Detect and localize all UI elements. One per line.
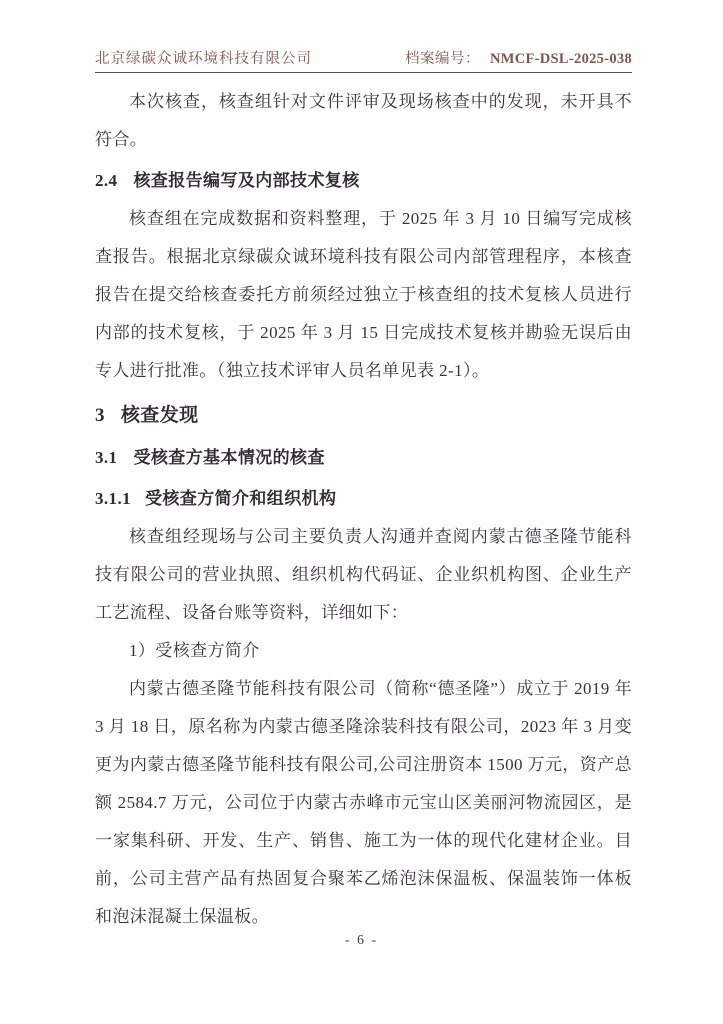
paragraph-report-review: 核查组在完成数据和资料整理，于 2025 年 3 月 10 日编写完成核查报告。根据北京绿碳众诚环境科技有限公司内部管理程序，本核查报告在提交给核查委托方前须经过独立于核查组的技术复核人员进行内部的技术复核，于 2025 年 3 月 15 日完成技术复核并勘验无误后由专人进行批准。（独立技术评审人员名单见表 2-1）。 xyxy=(95,209,632,380)
heading-title: 核查发现 xyxy=(120,405,199,426)
header-divider-rule xyxy=(95,72,632,73)
heading-title: 受核查方基本情况的核查 xyxy=(133,448,325,467)
document-body xyxy=(95,83,632,936)
paragraph-onsite-review: 核查组经现场与公司主要负责人沟通并查阅内蒙古德圣隆节能科技有限公司的营业执照、组织机构代码证、企业织机构图、企业生产工艺流程、设备台账等资料，详细如下： xyxy=(95,527,632,622)
section-heading-3-1 xyxy=(95,438,632,477)
list-item-company-intro: 1）受核查方简介 xyxy=(129,641,260,660)
heading-number: 3.1 xyxy=(95,448,118,467)
page-footer xyxy=(0,933,723,949)
header-doc-number xyxy=(405,47,632,68)
paragraph-company-profile: 内蒙古德圣隆节能科技有限公司（简称“德圣隆”）成立于 2019 年 3 月 18 日，原名称为内蒙古德圣隆涂装科技有限公司，2023 年 3 月变更为内蒙古德圣隆节能科技有限公司,公司注册资本 1500 万元，资产总额 2584.7 万元，公司位于内蒙古赤峰市元宝山区美丽河物流园区，是一家集科研、开发、生产、销售、施工为一体的现代化建材企业。目前，公司主营产品有热固复合聚苯乙烯泡沫保温板、保温装饰一体板和泡沫混凝土保温板。 xyxy=(95,679,632,926)
doc-number-value: NMCF-DSL-2025-038 xyxy=(489,51,632,67)
paragraph-no-nonconformity: 本次核查，核查组针对文件评审及现场核查中的发现，未开具不符合。 xyxy=(95,92,632,149)
doc-number-label: 档案编号： xyxy=(404,51,480,67)
section-heading-2-4 xyxy=(95,161,632,200)
heading-number: 3 xyxy=(95,405,105,426)
header-company-name: 北京绿碳众诚环境科技有限公司 xyxy=(95,51,312,67)
page-header xyxy=(95,47,632,68)
page-number: - 6 - xyxy=(344,933,379,948)
heading-title: 受核查方简介和组织机构 xyxy=(145,489,337,508)
heading-number: 2.4 xyxy=(95,171,118,190)
heading-title: 核查报告编写及内部技术复核 xyxy=(133,171,360,190)
section-heading-3-1-1 xyxy=(95,479,632,518)
heading-number: 3.1.1 xyxy=(95,489,131,508)
section-heading-3 xyxy=(95,396,632,436)
